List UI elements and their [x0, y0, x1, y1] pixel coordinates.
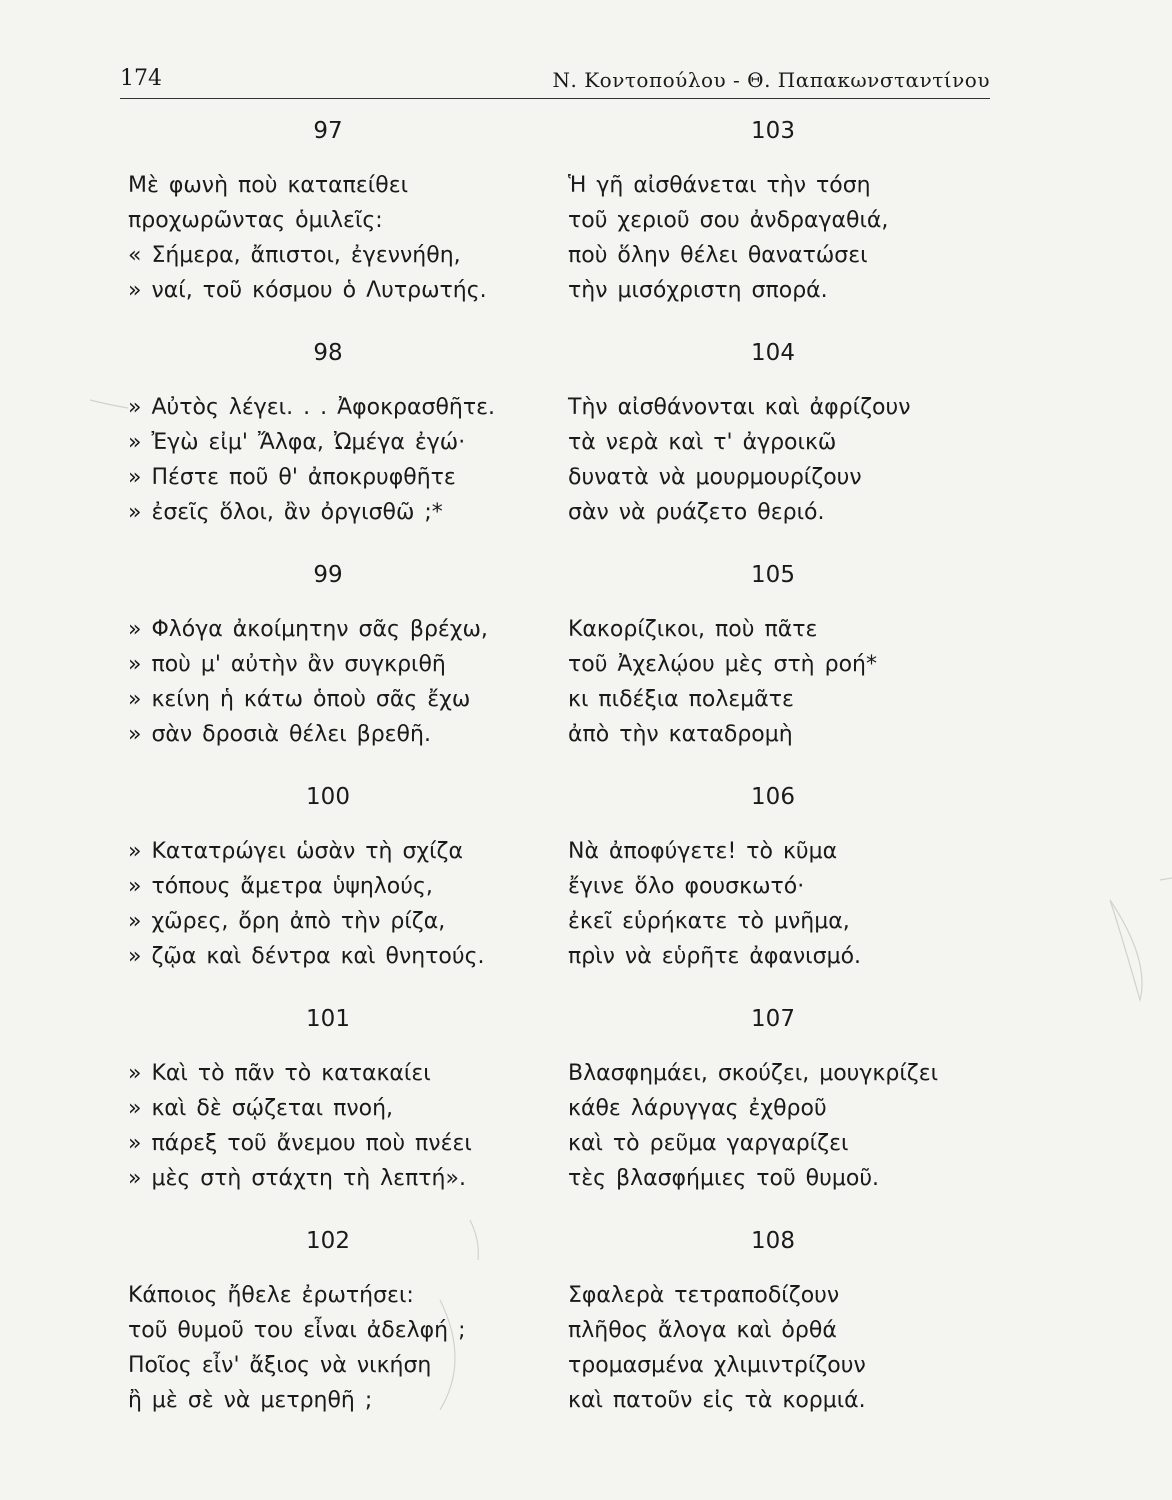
verse-line: « Σήμερα, ἄπιστοι, ἐγεννήθη,	[128, 243, 461, 268]
verse-line: » χῶρες, ὄρη ἀπὸ τὴν ρίζα,	[128, 909, 446, 934]
verse-line: κάθε λάρυγγας ἐχθροῦ	[568, 1096, 827, 1121]
verse-line: » καὶ δὲ σῴζεται πνοή,	[128, 1096, 394, 1121]
verse-line: Νὰ ἀποφύγετε! τὸ κῦμα	[568, 839, 838, 864]
verse-line: ἀπὸ τὴν καταδρομὴ	[568, 722, 793, 747]
stanza-number: 106	[751, 784, 795, 810]
verse-line: Κάποιος ἤθελε ἐρωτήσει:	[128, 1283, 414, 1308]
stanza-number: 99	[313, 562, 343, 588]
verse-line: σὰν νὰ ρυάζετο θεριό.	[568, 500, 825, 525]
verse-line: δυνατὰ νὰ μουρμουρίζουν	[568, 465, 862, 490]
stanza-108	[568, 1222, 1008, 1444]
verse-line: τὰ νερὰ καὶ τ' ἀγροικῶ	[568, 430, 837, 455]
right-column	[568, 112, 1008, 1444]
verse-line: » Φλόγα ἀκοίμητην σᾶς βρέχω,	[128, 617, 488, 642]
stanza-number: 97	[313, 118, 343, 144]
stanza-number: 105	[751, 562, 795, 588]
verse-line: » σὰν δροσιὰ θέλει βρεθῆ.	[128, 722, 431, 747]
verse-line: κι πιδέξια πολεμᾶτε	[568, 687, 794, 712]
stanza-number: 103	[751, 118, 795, 144]
verse-line: πλῆθος ἄλογα καὶ ὀρθά	[568, 1318, 837, 1343]
verse-line: πρὶν νὰ εὑρῆτε ἀφανισμό.	[568, 944, 862, 969]
stanza-number: 107	[751, 1006, 795, 1032]
stanza-97	[128, 112, 568, 334]
stanza-103	[568, 112, 1008, 334]
verse-line: τοῦ θυμοῦ του εἶναι ἀδελφή ;	[128, 1318, 466, 1343]
verse-line: » κείνη ἡ κάτω ὁποὺ σᾶς ἔχω	[128, 687, 471, 712]
page-number: 174	[120, 66, 162, 91]
stanza-100	[128, 778, 568, 1000]
verse-line: ἐκεῖ εὑρήκατε τὸ μνῆμα,	[568, 909, 850, 934]
verse-line: Ποῖος εἶν' ἄξιος νὰ νικήση	[128, 1353, 432, 1378]
verse-line: » ζῷα καὶ δέντρα καὶ θνητούς.	[128, 944, 485, 969]
stanza-99	[128, 556, 568, 778]
stanza-number: 102	[306, 1228, 350, 1254]
verse-line: Ἡ γῆ αἰσθάνεται τὴν τόση	[568, 173, 871, 198]
stanza-101	[128, 1000, 568, 1222]
stanza-number: 100	[306, 784, 350, 810]
verse-line: τοῦ Ἀχελῴου μὲς στὴ ροή*	[568, 652, 877, 677]
verse-line: Κακορίζικοι, ποὺ πᾶτε	[568, 617, 818, 642]
stanza-104	[568, 334, 1008, 556]
verse-line: καὶ τὸ ρεῦμα γαργαρίζει	[568, 1131, 849, 1156]
verse-line: τρομασμένα χλιμιντρίζουν	[568, 1353, 866, 1378]
running-title: Ν. Κοντοπούλου - Θ. Παπακωνσταντίνου	[552, 68, 990, 92]
running-header	[120, 62, 990, 99]
verse-line: Σφαλερὰ τετραποδίζουν	[568, 1283, 840, 1308]
verse-line: » ἐσεῖς ὅλοι, ἂν ὀργισθῶ ;*	[128, 500, 443, 525]
stanza-98	[128, 334, 568, 556]
stanza-number: 98	[313, 340, 343, 366]
verse-line: Τὴν αἰσθάνονται καὶ ἀφρίζουν	[568, 395, 911, 420]
verse-line: τὲς βλασφήμιες τοῦ θυμοῦ.	[568, 1166, 880, 1191]
verse-line: Μὲ φωνὴ ποὺ καταπείθει	[128, 173, 409, 198]
stanza-number: 108	[751, 1228, 795, 1254]
stanza-105	[568, 556, 1008, 778]
verse-line: » Αὐτὸς λέγει. . . Ἀφοκρασθῆτε.	[128, 395, 495, 420]
stanza-102	[128, 1222, 568, 1444]
verse-line: τοῦ χεριοῦ σου ἀνδραγαθιά,	[568, 208, 889, 233]
verse-line: καὶ πατοῦν εἰς τὰ κορμιά.	[568, 1388, 866, 1413]
stanza-106	[568, 778, 1008, 1000]
verse-line: » πάρεξ τοῦ ἄνεμου ποὺ πνέει	[128, 1131, 472, 1156]
verse-line: » Πέστε ποῦ θ' ἀποκρυφθῆτε	[128, 465, 456, 490]
verse-line: » Ἐγὼ εἰμ' Ἄλφα, Ὠμέγα ἐγώ·	[128, 430, 466, 455]
verse-line: » τόπους ἄμετρα ὑψηλούς,	[128, 874, 433, 899]
verse-line: ἢ μὲ σὲ νὰ μετρηθῆ ;	[128, 1388, 373, 1413]
verse-line: » μὲς στὴ στάχτη τὴ λεπτή».	[128, 1166, 466, 1191]
verse-line: Βλασφημάει, σκούζει, μουγκρίζει	[568, 1061, 939, 1086]
stanza-number: 104	[751, 340, 795, 366]
verse-line: » Κατατρώγει ὡσὰν τὴ σχίζα	[128, 839, 464, 864]
stanza-number: 101	[306, 1006, 350, 1032]
verse-line: ἔγινε ὅλο φουσκωτό·	[568, 874, 805, 899]
verse-line: ποὺ ὅλην θέλει θανατώσει	[568, 243, 868, 268]
stanza-107	[568, 1000, 1008, 1222]
verse-line: » ποὺ μ' αὐτὴν ἂν συγκριθῆ	[128, 652, 446, 677]
left-column	[128, 112, 568, 1444]
verse-line: προχωρῶντας ὁμιλεῖς:	[128, 208, 383, 233]
verse-line: τὴν μισόχριστη σπορά.	[568, 278, 828, 303]
verse-line: » Καὶ τὸ πᾶν τὸ κατακαίει	[128, 1061, 431, 1086]
verse-line: » ναί, τοῦ κόσμου ὁ Λυτρωτής.	[128, 278, 487, 303]
